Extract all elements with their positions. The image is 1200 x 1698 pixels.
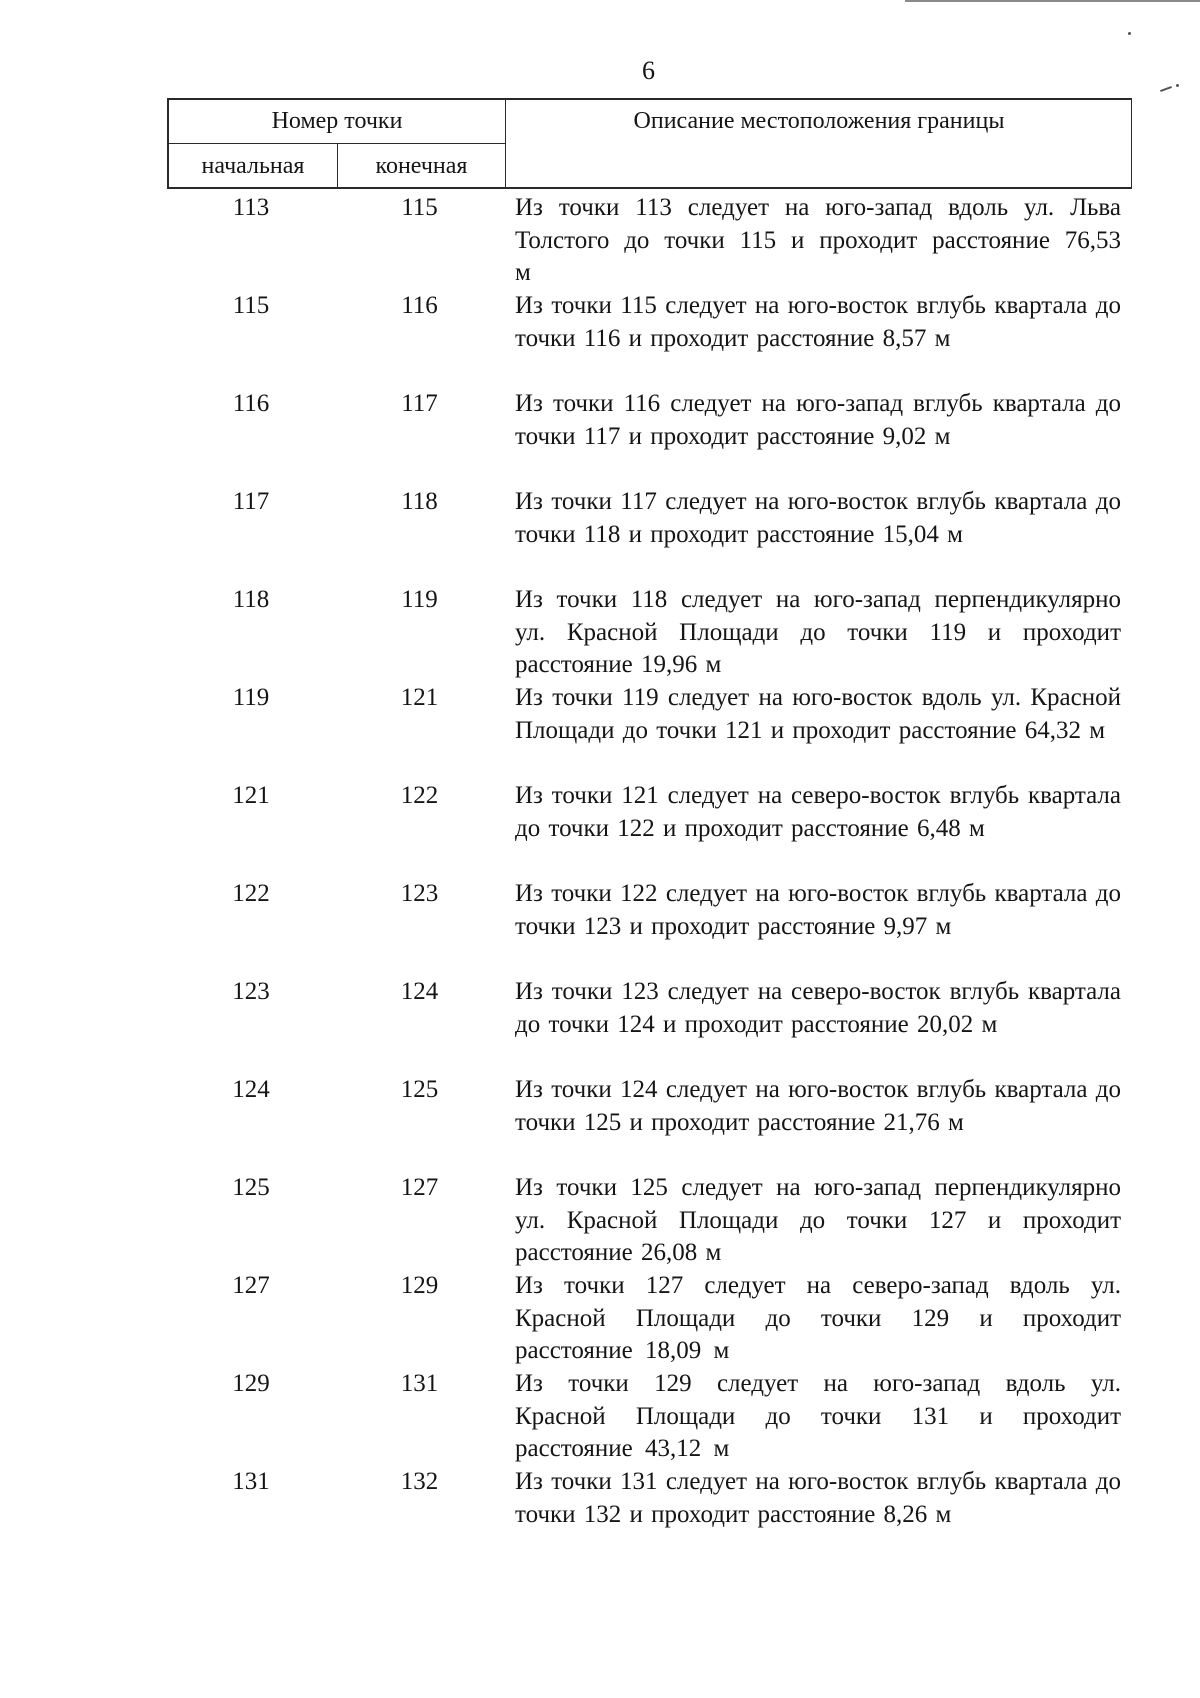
table-header	[167, 98, 1132, 189]
end-point-cell: 129	[400, 1272, 439, 1299]
description-cell: Из точки 121 следует на северо-восток вглубь квартала до точки 122 и проходит расстояние 6,48 м	[515, 782, 1121, 842]
description-cell: Из точки 122 следует на юго-восток вглубь квартала до точки 123 и проходит расстояние 9,97 м	[515, 880, 1121, 940]
start-point-cell: 116	[232, 390, 270, 417]
start-point-cell: 122	[232, 880, 270, 907]
scan-speck	[1128, 32, 1131, 35]
description-cell: Из точки 125 следует на юго-запад перпендикулярно ул. Красной Площади до точки 127 и проходит расстояние 26,08 м	[515, 1174, 1121, 1266]
end-point-cell: 116	[401, 292, 438, 319]
description-cell: Из точки 119 следует на юго-восток вдоль ул. Красной Площади до точки 121 и проходит расстояние 64,32 м	[515, 684, 1121, 744]
end-point-cell: 122	[400, 782, 439, 809]
start-point-cell: 119	[232, 684, 270, 711]
table-row	[167, 1368, 1132, 1466]
scan-edge-line	[905, 0, 1200, 2]
description-cell: Из точки 127 следует на северо-запад вдоль ул. Красной Площади до точки 129 и проходит расстояние 18,09 м	[515, 1272, 1121, 1364]
header-point-number: Номер точки	[271, 108, 403, 134]
end-point-cell: 117	[401, 390, 438, 417]
table-row	[167, 1172, 1132, 1270]
description-cell: Из точки 118 следует на юго-запад перпендикулярно ул. Красной Площади до точки 119 и проходит расстояние 19,96 м	[515, 586, 1121, 678]
page-number: 6	[642, 56, 655, 85]
table-row	[167, 878, 1132, 976]
table-row	[167, 1074, 1132, 1172]
start-point-cell: 117	[232, 488, 270, 515]
table-row	[167, 388, 1132, 486]
start-point-cell: 113	[232, 194, 270, 221]
description-cell: Из точки 131 следует на юго-восток вглубь квартала до точки 132 и проходит расстояние 8,26 м	[515, 1468, 1121, 1528]
end-point-cell: 127	[400, 1174, 439, 1201]
end-point-cell: 124	[400, 978, 439, 1005]
start-point-cell: 129	[232, 1370, 270, 1397]
table-row	[167, 192, 1132, 290]
end-point-cell: 115	[401, 194, 438, 221]
start-point-cell: 121	[232, 782, 270, 809]
start-point-cell: 115	[232, 292, 270, 319]
description-cell: Из точки 117 следует на юго-восток вглубь квартала до точки 118 и проходит расстояние 15,04 м	[515, 488, 1121, 548]
header-end-point: конечная	[375, 153, 468, 179]
end-point-cell: 123	[400, 880, 439, 907]
description-cell: Из точки 124 следует на юго-восток вглубь квартала до точки 125 и проходит расстояние 21,76 м	[515, 1076, 1121, 1136]
end-point-cell: 125	[400, 1076, 439, 1103]
description-cell: Из точки 113 следует на юго-запад вдоль ул. Льва Толстого до точки 115 и проходит расстояние 76,53 м	[515, 194, 1121, 286]
table-row	[167, 976, 1132, 1074]
start-point-cell: 118	[232, 586, 270, 613]
end-point-cell: 132	[400, 1468, 439, 1495]
start-point-cell: 124	[232, 1076, 270, 1103]
table-body	[167, 192, 1132, 1564]
end-point-cell: 119	[401, 586, 438, 613]
scan-mark	[1160, 86, 1172, 92]
table-row	[167, 584, 1132, 682]
table-row	[167, 682, 1132, 780]
table-row	[167, 1270, 1132, 1368]
header-description: Описание местоположения границы	[633, 108, 1005, 134]
end-point-cell: 131	[400, 1370, 439, 1397]
start-point-cell: 123	[232, 978, 270, 1005]
table-row	[167, 1466, 1132, 1564]
description-cell: Из точки 115 следует на юго-восток вглубь квартала до точки 116 и проходит расстояние 8,57 м	[515, 292, 1121, 352]
description-cell: Из точки 129 следует на юго-запад вдоль ул. Красной Площади до точки 131 и проходит расстояние 43,12 м	[515, 1370, 1121, 1462]
end-point-cell: 121	[400, 684, 439, 711]
start-point-cell: 125	[232, 1174, 270, 1201]
end-point-cell: 118	[401, 488, 438, 515]
header-start-point: начальная	[201, 153, 305, 179]
description-cell: Из точки 116 следует на юго-запад вглубь квартала до точки 117 и проходит расстояние 9,02 м	[515, 390, 1121, 450]
start-point-cell: 131	[232, 1468, 270, 1495]
table-row	[167, 486, 1132, 584]
table-row	[167, 780, 1132, 878]
description-cell: Из точки 123 следует на северо-восток вглубь квартала до точки 124 и проходит расстояние 20,02 м	[515, 978, 1121, 1038]
table-row	[167, 290, 1132, 388]
start-point-cell: 127	[232, 1272, 270, 1299]
